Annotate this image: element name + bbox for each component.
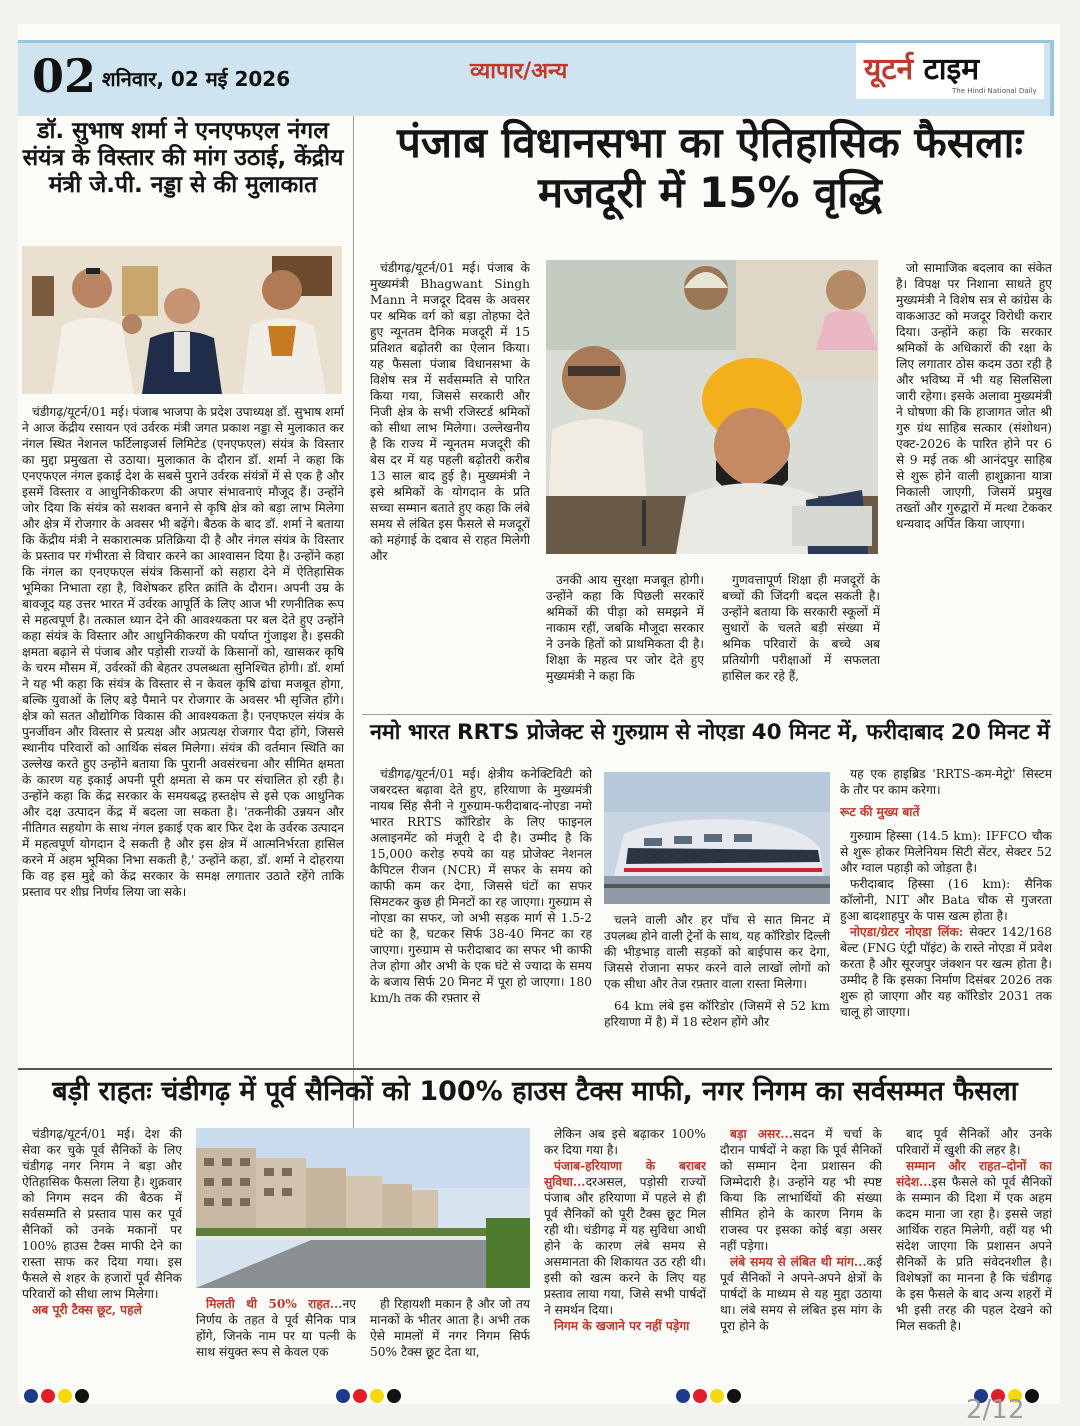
story4-col2b: ही रिहायशी मकान है और जो तय मानकों के भीतर आता है। अभी तक ऐसे मामलों में नगर निगम सिर्फ 50% टैक्स छूट देता था, xyxy=(370,1297,530,1359)
story4-col5: बाद पूर्व सैनिकों और उनके परिवारों में खुशी की लहर है। सम्मान और राहत–दोनों का संदेश...इस फैसले को पूर्व सैनिकों के सम्मान की दिशा में एक अहम कदम माना जा रहा है। इससे जहां आर्थिक राहत मिलेगी, वहीं यह भी संदेश जाएगा कि प्रशासन अपने सैनिकों के प्रति संवेदनशील है। विशेषज्ञों का मानना है कि चंडीगढ़ के इस फैसले के बाद अन्य शहरों में भी इसी तरह की पहल देखने को मिल सकती है। xyxy=(896,1127,1052,1333)
registration-dot xyxy=(75,1389,89,1403)
story3-col2b: 64 km लंबे इस कॉरिडोर (जिसमें से 52 km हरियाणा में है) में 18 स्टेशन होंगे और xyxy=(604,999,830,1029)
story4-col4: बड़ा असर...सदन में चर्चा के दौरान पार्षदों ने कहा कि पूर्व सैनिकों को सम्मान देना प्रशासन की जिम्मेदारी है। उन्होंने यह भी स्पष्ट किया कि लाभार्थियों की संख्या सीमित होने के कारण निगम के राजस्व पर इसका कोई बड़ा असर नहीं पड़ेगा। लंबे समय से लंबित थी मांग...कई पूर्व सैनिकों ने अपने-अपने क्षेत्रों के पार्षदों के माध्यम से यह मुद्दा उठाया था। लंबे समय से लंबित इस मांग के पूरा होने के xyxy=(720,1127,882,1333)
story3-col2a: चलने वाली और हर पाँच से सात मिनट में उपलब्ध होने वाली ट्रेनों के साथ, यह कॉरिडोर दिल्ली की भीड़भाड़ वाली सड़कों को बाईपास कर देगा, जिससे रोजाना सफर करने वाले लाखों लोगों को एक सीधा और तेज रफ़्तार वाला रास्ता मिलेगा। xyxy=(604,913,830,991)
story2-col2: उनकी आय सुरक्षा मजबूत होगी। उन्होंने कहा कि पिछली सरकारें श्रमिकों की पीड़ा को समझने में नाकाम रहीं, जबकि मौजूदा सरकार ने उनके हितों को प्राथमिकता दी है। शिक्षा के महत्व पर जोर देते हुए मुख्यमंत्री ने कहा कि xyxy=(546,573,704,683)
page-header xyxy=(18,40,1052,116)
registration-dots-1 xyxy=(24,1388,92,1404)
registration-dots-3 xyxy=(676,1388,744,1404)
registration-dot xyxy=(24,1389,38,1403)
registration-dot xyxy=(370,1389,384,1403)
section-title: व्यापार/अन्य xyxy=(470,59,568,84)
logo-black-text: टाइम xyxy=(913,52,980,87)
registration-dot xyxy=(676,1389,690,1403)
page-counter: 2/12 xyxy=(966,1395,1025,1425)
story2-photo xyxy=(546,260,878,554)
story1-body: चंडीगढ़/यूटर्न/01 मई। पंजाब भाजपा के प्रदेश उपाध्यक्ष डॉ. सुभाष शर्मा ने आज केंद्रीय रसायन एवं उर्वरक मंत्री जगत प्रकाश नड्डा से मुलाकात कर नंगल स्थित नेशनल फर्टिलाइजर्स लिमिटेड (एनएफएल) संयंत्र के विस्तार का मुद्दा प्रमुखता से उठाया। मुलाकात के दौरान डॉ. शर्मा ने कहा कि एनएफएल नंगल इकाई देश के सबसे पुराने उर्वरक संयंत्रों में से एक है और इसमें विस्तार व आधुनिकीकरण की अपार संभावनाएं मौजूद हैं। उन्होंने जोर दिया कि संयंत्र को सशक्त बनाने से कृषि क्षेत्र को बड़ा लाभ मिलेगा और क्षेत्र में रोजगार के अवसर भी बढ़ेंगे। बैठक के बाद डॉ. शर्मा ने बताया कि केंद्रीय मंत्री ने सकारात्मक प्रतिक्रिया दी है और नंगल संयंत्र के विस्तार के प्रस्ताव पर गंभीरता से विचार करने का आश्वासन दिया है। उन्होंने कहा कि नंगल का एनएफएल संयंत्र किसानों को सहारा देने में ऐतिहासिक भूमिका निभाता रहा है, विशेषकर हरित क्रांति के दौरान। अपनी उम्र के बावजूद यह उत्तर भारत में उर्वरक आपूर्ति के लिए आज भी रणनीतिक रूप से महत्वपूर्ण है। तत्काल ध्यान देने की आवश्यकता पर बल देते हुए उन्होंने कहा संयंत्र के विस्तार और आधुनिकीकरण की पर्याप्त गुंजाइश है। इसकी क्षमता बढ़ाने से पंजाब और पड़ोसी राज्यों के किसानों को, खासकर कृषि के चरम मौसम में, उर्वरकों की बेहतर उपलब्धता सुनिश्चित होगी। डॉ. शर्मा ने यह भी कहा कि संयंत्र के विस्तार से न केवल कृषि ढांचा मजबूत होगा, बल्कि युवाओं के लिए बड़े पैमाने पर रोजगार के अवसर भी सृजित होंगे। क्षेत्र को सतत औद्योगिक विकास की आवश्यकता है। एनएफएल संयंत्र के पुनर्जीवन और विस्तार से प्रत्यक्ष और अप्रत्यक्ष रोजगार पैदा होंगे, जिससे स्थानीय परिवारों को आर्थिक संबल मिलेगा। संयंत्र की वर्तमान स्थिति का उल्लेख करते हुए उन्होंने बताया कि पुरानी अवसंरचना और सीमित क्षमता के कारण यह इकाई अपनी पूरी क्षमता से कम पर संचालित हो रही है। उन्होंने कहा कि केंद्र सरकार के समयबद्ध हस्तक्षेप से इसे एक आधुनिक और दक्ष उत्पादन केंद्र में बदला जा सकता है। 'तकनीकी उन्नयन और नीतिगत सहयोग के साथ नंगल इकाई एक बार फिर देश के उर्वरक उत्पादन में महत्वपूर्ण योगदान दे सकती है और इस क्षेत्र में आत्मनिर्भरता हासिल करने में अहम भूमिका निभा सकती है,' उन्होंने कहा, डॉ. शर्मा ने दोहराया कि वह इस मुद्दे को केंद्र सरकार के समक्ष लगातार उठाते रहेंगे ताकि प्रस्ताव पर शीघ्र निर्णय लिया जा सके। xyxy=(22,405,344,899)
story2-headline: पंजाब विधानसभा का ऐतिहासिक फैसलाः मजदूरी में 15% वृद्धि xyxy=(397,118,1023,218)
story1-headline: डॉ. सुभाष शर्मा ने एनएफएल नंगल संयंत्र के विस्तार की मांग उठाई, केंद्रीय मंत्री जे.पी. नड्डा से की मुलाकात xyxy=(22,118,344,199)
column-divider xyxy=(353,116,354,1136)
registration-dot xyxy=(387,1389,401,1403)
newspaper-page xyxy=(18,24,1060,1404)
registration-dot xyxy=(693,1389,707,1403)
story4-col3: लेकिन अब इसे बढ़ाकर 100% कर दिया गया है। पंजाब-हरियाणा के बराबर सुविधा...दरअसल, पड़ोसी राज्यों पंजाब और हरियाणा में पहले से ही पूर्व सैनिकों को पूरी टैक्स छूट मिल रही थी। चंडीगढ़ में यह सुविधा आधी होने के कारण लंबे समय से असमानता की शिकायत उठ रही थी। इसी को खत्म करने के लिए यह प्रस्ताव लाया गया, जिसे सभी पार्षदों ने समर्थन दिया। निगम के खजाने पर नहीं पड़ेगा xyxy=(544,1127,706,1333)
story4-buildings-photo xyxy=(196,1128,530,1288)
story3-intro: यह एक हाइब्रिड 'RRTS-कम-मेट्रो' सिस्टम के तौर पर काम करेगा। xyxy=(840,767,1052,797)
story4-col1: चंडीगढ़/यूटर्न/01 मई। देश की सेवा कर चुके पूर्व सैनिकों के लिए चंडीगढ़ नगर निगम ने बड़ा और ऐतिहासिक फैसला लिया है। शुक्रवार को निगम सदन की बैठक में सर्वसम्मति से प्रस्ताव पास कर पूर्व सैनिकों को उनके मकानों पर 100% हाउस टैक्स माफी देने का रास्ता साफ कर दिया गया। इस फैसले से शहर के हजारों पूर्व सैनिक परिवारों को सीधा लाभ मिलेगा। अब पूरी टैक्स छूट, पहले xyxy=(22,1127,182,1317)
story2-col4: जो सामाजिक बदलाव का संकेत है। विपक्ष पर निशाना साधते हुए मुख्यमंत्री ने विशेष सत्र से कांग्रेस के वाकआउट को मजदूर विरोधी करार दिया। उन्होंने कहा कि सरकार श्रमिकों के अधिकारों की रक्षा के लिए लगातार ठोस कदम उठा रही है और भविष्य में भी यह सिलसिला जारी रहेगा। इसके अलावा मुख्यमंत्री ने घोषणा की कि हाजागत जोत श्री गुरु ग्रंथ साहिब सत्कार (संशोधन) एक्ट-2026 के पारित होने पर 6 से 9 मई तक श्री आनंदपुर साहिब से शुरू होने वाली हाशुक्राना यात्रा निकाली जाएगी, जिसमें प्रमुख तख्तों और गुरुद्वारों में मत्था टेककर धन्यवाद अर्पित किया जाएगा। xyxy=(896,261,1052,531)
registration-dot xyxy=(727,1389,741,1403)
registration-dot xyxy=(336,1389,350,1403)
story2-col3: गुणवत्तापूर्ण शिक्षा ही मजदूरों के बच्चों की जिंदगी बदल सकती है। उन्होंने बताया कि सरकारी स्कूलों में सुधारों के चलते बड़ी संख्या में श्रमिक परिवारों के बच्चे अब प्रतियोगी परीक्षाओं में सफलता हासिल कर रहे हैं, xyxy=(722,573,880,683)
page-number: 02 xyxy=(32,49,97,103)
logo-tagline: The Hindi National Daily xyxy=(952,87,1037,95)
registration-dot xyxy=(710,1389,724,1403)
story4-headline: बड़ी राहतः चंडीगढ़ में पूर्व सैनिकों को 100% हाउस टैक्स माफी, नगर निगम का सर्वसम्मत फैसला xyxy=(52,1076,1018,1107)
story1-photo xyxy=(22,246,342,394)
registration-dots-2 xyxy=(336,1388,404,1404)
logo-red-text: यूटर्न xyxy=(864,52,914,87)
story2-col1: चंडीगढ़/यूटर्न/01 मई। पंजाब के मुख्यमंत्री Bhagwant Singh Mann ने मजदूर दिवस के अवसर पर श्रमिक वर्ग को बड़ा तोहफा देते हुए न्यूनतम दैनिक मजदूरी में 15 प्रतिशत बढ़ोतरी का ऐलान किया। यह फैसला पंजाब विधानसभा के विशेष सत्र में सर्वसम्मति से पारित किया गया, जिससे सरकारी और निजी क्षेत्र के सभी रजिस्टर्ड श्रमिकों को सीधा लाभ मिलेगा। उल्लेखनीय है कि राज्य में न्यूनतम मजदूरी की बेस दर में यह पहली बढ़ोतरी करीब 13 साल बाद हुई है। मुख्यमंत्री ने इसे श्रमिकों के योगदान के प्रति सच्चा सम्मान बताते हुए कहा कि लंबे समय से लंबित इस फैसले से मजदूरों को महंगाई के दबाव से राहत मिलेगी और xyxy=(370,261,530,563)
header-edge-bar xyxy=(1050,40,1054,116)
story3-route-heading: रूट की मुख्य बातें xyxy=(840,805,920,819)
story4-col2: मिलती थी 50% राहत...नए निर्णय के तहत वे पूर्व सैनिक पात्र होंगे, जिनके नाम पर या पत्नी के साथ संयुक्त रूप से केवल एक xyxy=(196,1297,356,1359)
story3-train-photo xyxy=(604,772,830,904)
registration-dot xyxy=(1025,1389,1039,1403)
story3-headline: नमो भारत RRTS प्रोजेक्ट से गुरुग्राम से नोएडा 40 मिनट में, फरीदाबाद 20 मिनट में xyxy=(370,720,1050,745)
story-divider xyxy=(362,714,1052,715)
story3-route-points: गुरुग्राम हिस्सा (14.5 km): IFFCO चौक से शुरू होकर मिलेनियम सिटी सेंटर, सेक्टर 52 और ग्वाल पहाड़ी को जोड़ता है। फरीदाबाद हिस्सा (16 km): सैनिक कॉलोनी, NIT और Bata चौक से गुजरता हुआ बादशाहपुर के पास खत्म होता है। नोएडा/ग्रेटर नोएडा लिंक: सेक्टर 142/168 बेल्ट (FNG एंट्री पॉइंट) के रास्ते नोएडा में प्रवेश करता है और सूरजपुर जंक्शन पर खत्म होता है। उम्मीद है कि इसका निर्माण दिसंबर 2026 तक शुरू हो जाएगा और यह कॉरिडोर 2031 तक चालू हो जाएगा। xyxy=(840,829,1052,1019)
registration-dot xyxy=(41,1389,55,1403)
masthead-logo xyxy=(856,43,1044,99)
issue-date: शनिवार, 02 मई 2026 xyxy=(102,67,291,91)
registration-dot xyxy=(58,1389,72,1403)
section-divider xyxy=(18,1068,1052,1070)
story3-col1: चंडीगढ़/यूटर्न/01 मई। क्षेत्रीय कनेक्टिविटी को जबरदस्त बढ़ावा देते हुए, हरियाणा के मुख्यमंत्री नायब सिंह सैनी ने गुरुग्राम-फरीदाबाद-नोएडा नमो भारत RRTS कॉरिडोर के लिए फाइनल अलाइनमेंट को मंजूरी दे दी है। उम्मीद है कि 15,000 करोड़ रुपये का यह प्रोजेक्ट नेशनल कैपिटल रीजन (NCR) में सफर के समय को काफी कम कर देगा, जिससे घंटों का सफर सिमटकर कुछ ही मिनटों का रह जाएगा। गुरुग्राम से नोएडा का सफर, जो अभी सड़क मार्ग से 1.5-2 घंटे का है, घटकर सिर्फ 38-40 मिनट का रह जाएगा। गुरुग्राम से फरीदाबाद का सफर भी काफी तेज होगा और अभी के एक घंटे से ज्यादा के समय के बजाय सिर्फ 20 मिनट में पूरा हो जाएगा। 180 km/h तक की रफ़्तार से xyxy=(370,767,592,1005)
registration-dot xyxy=(353,1389,367,1403)
